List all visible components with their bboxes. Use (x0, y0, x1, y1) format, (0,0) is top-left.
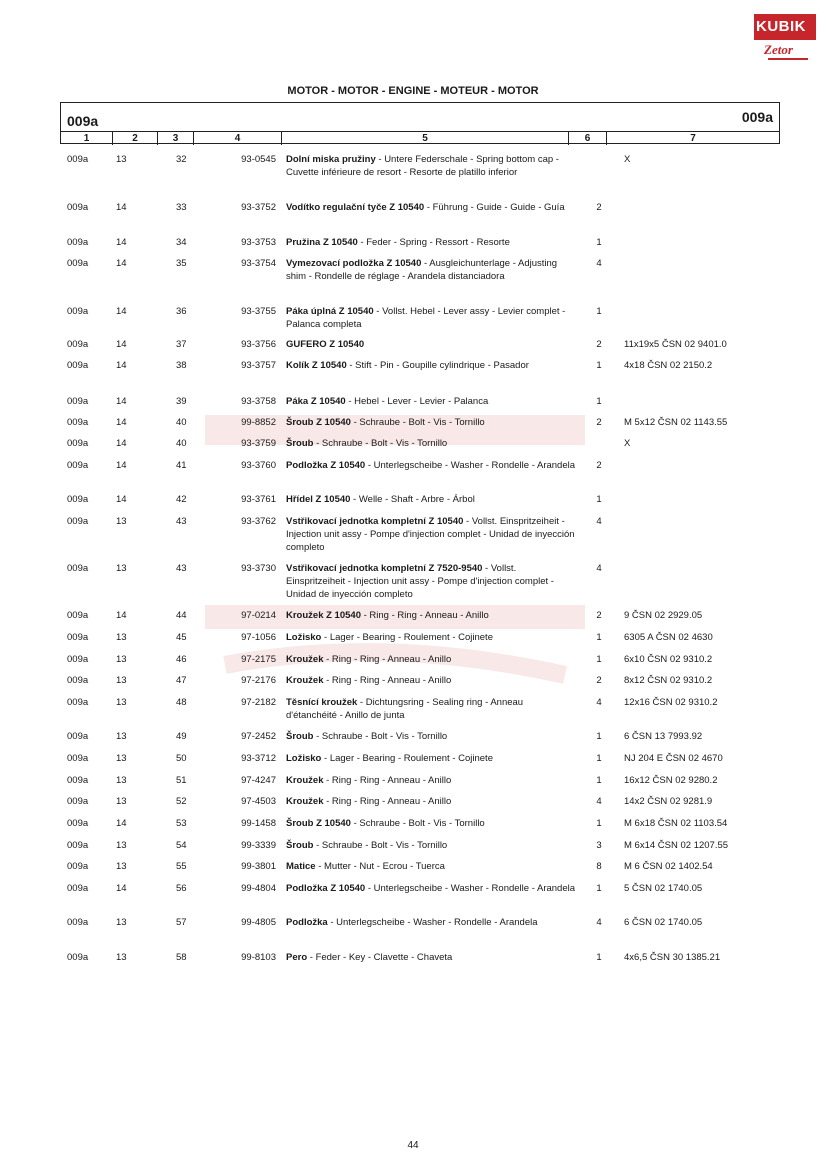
group-cell: 14 (116, 417, 127, 428)
page-number: 44 (407, 1140, 419, 1151)
description-translations: - Lager - Bearing - Roulement - Cojinete (321, 753, 493, 764)
group-cell: 13 (116, 731, 127, 742)
quantity-cell: 3 (596, 840, 602, 851)
description-cell (286, 359, 576, 372)
description-cell (286, 437, 576, 450)
part-number-cell: 93-3730 (241, 563, 276, 574)
group-cell: 14 (116, 883, 127, 894)
part-number-cell: 97-0214 (241, 610, 276, 621)
group-cell: 14 (116, 460, 127, 471)
description-name: Kolík Z 10540 (286, 360, 347, 371)
description-name: Hřídel Z 10540 (286, 494, 351, 505)
description-cell (286, 631, 576, 644)
quantity-cell: 2 (596, 417, 602, 428)
description-name: Kroužek (286, 796, 324, 807)
position-cell: 47 (176, 675, 187, 686)
norm-cell: M 5x12 ČSN 02 1143.55 (624, 417, 728, 428)
section-cell: 009a (67, 883, 89, 894)
position-cell: 41 (176, 460, 187, 471)
description-name: Podložka Z 10540 (286, 883, 366, 894)
norm-cell: 12x16 ČSN 02 9310.2 (624, 697, 718, 708)
group-cell: 13 (116, 654, 127, 665)
position-cell: 51 (176, 775, 187, 786)
part-number-cell: 93-0545 (241, 154, 276, 165)
logo-red-block (754, 14, 816, 40)
group-cell: 14 (116, 237, 127, 248)
description-name: Vstřikovací jednotka kompletní Z 10540 (286, 516, 464, 527)
description-cell (286, 882, 576, 895)
description-name: Vymezovací podložka Z 10540 (286, 258, 422, 269)
description-name: Páka Z 10540 (286, 396, 346, 407)
group-cell: 14 (116, 306, 127, 317)
section-code-right: 009a (741, 109, 773, 125)
group-cell: 13 (116, 952, 127, 963)
group-cell: 14 (116, 494, 127, 505)
description-name: Dolní miska pružiny (286, 154, 376, 165)
norm-cell: 6305 A ČSN 02 4630 (624, 632, 713, 643)
section-cell: 009a (67, 563, 89, 574)
norm-cell: 16x12 ČSN 02 9280.2 (624, 775, 718, 786)
group-cell: 13 (116, 775, 127, 786)
description-name: Matice (286, 861, 316, 872)
quantity-cell: 4 (596, 563, 602, 574)
section-cell: 009a (67, 417, 89, 428)
position-cell: 34 (176, 237, 187, 248)
position-cell: 48 (176, 697, 187, 708)
description-name: Šroub (286, 731, 314, 742)
description-translations: - Vollst. Einspritzeiheit - Injection unit assy - Pompe d'injection complet - Unidad de inyección completo (286, 516, 575, 553)
kubik-zetor-logo (754, 14, 816, 62)
section-cell: 009a (67, 917, 89, 928)
section-cell: 009a (67, 360, 89, 371)
description-translations: - Ausgleichunterlage - Adjusting shim - Rondelle de réglage - Arandela distanciadora (286, 258, 558, 282)
quantity-cell: 2 (596, 675, 602, 686)
part-number-cell: 97-4247 (241, 775, 276, 786)
description-cell (286, 153, 576, 179)
part-number-cell: 99-8103 (241, 952, 276, 963)
logo-top-text: KUBIK (756, 18, 806, 35)
description-name: Kroužek Z 10540 (286, 610, 361, 621)
group-cell: 13 (116, 632, 127, 643)
group-cell: 13 (116, 840, 127, 851)
part-number-cell: 99-4805 (241, 917, 276, 928)
part-number-cell: 99-4804 (241, 883, 276, 894)
quantity-cell: 1 (596, 396, 602, 407)
description-cell (286, 951, 576, 964)
norm-cell: M 6x14 ČSN 02 1207.55 (624, 840, 729, 851)
section-cell: 009a (67, 396, 89, 407)
part-number-cell: 93-3753 (241, 237, 276, 248)
part-number-cell: 99-8852 (241, 417, 276, 428)
description-translations: - Unterlegscheibe - Washer - Rondelle - Arandela (327, 917, 538, 928)
position-cell: 45 (176, 632, 187, 643)
description-translations: - Vollst. Einspritzeiheit - Injection unit assy - Pompe d'injection complet - Unidad de inyección completo (286, 563, 554, 600)
norm-cell: 4x6,5 ČSN 30 1385.21 (624, 952, 721, 963)
description-name: Podložka (286, 917, 328, 928)
description-name: Šroub (286, 840, 314, 851)
section-cell: 009a (67, 610, 89, 621)
description-cell (286, 916, 576, 929)
quantity-cell: 1 (596, 883, 602, 894)
position-cell: 49 (176, 731, 187, 742)
description-cell (286, 653, 576, 666)
group-cell: 13 (116, 753, 127, 764)
section-header-box (60, 102, 780, 144)
section-cell: 009a (67, 675, 89, 686)
part-number-cell: 93-3757 (241, 360, 276, 371)
description-translations: - Ring - Ring - Anneau - Anillo (323, 675, 452, 686)
position-cell: 36 (176, 306, 187, 317)
group-cell: 13 (116, 917, 127, 928)
norm-cell: 5 ČSN 02 1740.05 (624, 883, 703, 894)
position-cell: 57 (176, 917, 187, 928)
part-number-cell: 93-3758 (241, 396, 276, 407)
section-cell: 009a (67, 460, 89, 471)
section-cell: 009a (67, 861, 89, 872)
description-translations: - Vollst. Hebel - Lever assy - Levier complet - Palanca completa (286, 306, 566, 330)
column-header-row (61, 131, 779, 145)
position-cell: 42 (176, 494, 187, 505)
description-translations: - Welle - Shaft - Arbre - Árbol (350, 494, 475, 505)
norm-cell: NJ 204 E ČSN 02 4670 (624, 753, 723, 764)
description-translations: - Schraube - Bolt - Vis - Tornillo (313, 840, 448, 851)
description-cell (286, 674, 576, 687)
section-cell: 009a (67, 796, 89, 807)
description-translations: - Lager - Bearing - Roulement - Cojinete (321, 632, 493, 643)
quantity-cell: 2 (596, 460, 602, 471)
description-name: Kroužek (286, 654, 324, 665)
position-cell: 54 (176, 840, 187, 851)
description-cell (286, 236, 576, 249)
group-cell: 14 (116, 339, 127, 350)
position-cell: 38 (176, 360, 187, 371)
part-number-cell: 93-3759 (241, 438, 276, 449)
description-name: Pružina Z 10540 (286, 237, 358, 248)
description-cell (286, 860, 576, 873)
section-cell: 009a (67, 202, 89, 213)
norm-cell: 11x19x5 ČSN 02 9401.0 (624, 339, 727, 350)
description-cell (286, 752, 576, 765)
norm-cell: X (624, 154, 631, 165)
description-cell (286, 201, 576, 214)
quantity-cell: 2 (596, 202, 602, 213)
description-cell (286, 305, 576, 331)
quantity-cell: 1 (596, 237, 602, 248)
section-cell: 009a (67, 258, 89, 269)
description-translations: - Unterlegscheibe - Washer - Rondelle - Arandela (365, 460, 576, 471)
section-code-left: 009a (67, 113, 99, 129)
group-cell: 14 (116, 818, 127, 829)
quantity-cell: 1 (596, 306, 602, 317)
section-cell: 009a (67, 494, 89, 505)
group-cell: 14 (116, 360, 127, 371)
norm-cell: M 6 ČSN 02 1402.54 (624, 861, 713, 872)
group-cell: 13 (116, 563, 127, 574)
section-cell: 009a (67, 237, 89, 248)
section-cell: 009a (67, 306, 89, 317)
description-translations: - Ring - Ring - Anneau - Anillo (323, 775, 452, 786)
column-header: 5 (281, 132, 568, 145)
part-number-cell: 97-2182 (241, 697, 276, 708)
description-cell (286, 338, 576, 351)
description-name: Šroub (286, 438, 314, 449)
description-translations: - Schraube - Bolt - Vis - Tornillo (350, 417, 485, 428)
norm-cell: 8x12 ČSN 02 9310.2 (624, 675, 713, 686)
position-cell: 37 (176, 339, 187, 350)
section-cell: 009a (67, 438, 89, 449)
description-translations: - Feder - Key - Clavette - Chaveta (307, 952, 453, 963)
part-number-cell: 93-3761 (241, 494, 276, 505)
quantity-cell: 2 (596, 339, 602, 350)
description-name: Šroub Z 10540 (286, 417, 351, 428)
group-cell: 13 (116, 697, 127, 708)
description-translations: - Dichtungsring - Sealing ring - Anneau d'étanchéité - Anillo de junta (286, 697, 524, 721)
description-translations: - Schraube - Bolt - Vis - Tornillo (313, 731, 448, 742)
description-name: Šroub Z 10540 (286, 818, 351, 829)
section-cell: 009a (67, 154, 89, 165)
column-header: 3 (157, 132, 193, 145)
quantity-cell: 1 (596, 818, 602, 829)
group-cell: 13 (116, 516, 127, 527)
description-cell (286, 696, 576, 722)
quantity-cell: 1 (596, 632, 602, 643)
description-name: Pero (286, 952, 308, 963)
position-cell: 32 (176, 154, 187, 165)
description-name: Těsnící kroužek (286, 697, 358, 708)
quantity-cell: 1 (596, 654, 602, 665)
description-cell (286, 774, 576, 787)
position-cell: 33 (176, 202, 187, 213)
part-number-cell: 93-3754 (241, 258, 276, 269)
position-cell: 43 (176, 516, 187, 527)
section-cell: 009a (67, 339, 89, 350)
description-cell (286, 795, 576, 808)
logo-underline (768, 58, 808, 60)
description-name: GUFERO Z 10540 (286, 339, 365, 350)
position-cell: 46 (176, 654, 187, 665)
position-cell: 44 (176, 610, 187, 621)
description-translations: - Untere Federschale - Spring bottom cap - Cuvette inférieure de resort - Resorte de platillo inferior (286, 154, 559, 178)
norm-cell: 4x18 ČSN 02 2150.2 (624, 360, 713, 371)
description-translations: - Feder - Spring - Ressort - Resorte (357, 237, 510, 248)
group-cell: 14 (116, 438, 127, 449)
section-cell: 009a (67, 731, 89, 742)
column-header: 1 (83, 133, 90, 144)
description-translations: - Ring - Ring - Anneau - Anillo (323, 796, 452, 807)
part-number-cell: 97-2452 (241, 731, 276, 742)
part-number-cell: 97-1056 (241, 632, 276, 643)
position-cell: 43 (176, 563, 187, 574)
quantity-cell: 4 (596, 516, 602, 527)
norm-cell: M 6x18 ČSN 02 1103.54 (624, 818, 728, 829)
description-name: Ložisko (286, 753, 322, 764)
description-translations: - Unterlegscheibe - Washer - Rondelle - Arandela (365, 883, 576, 894)
section-cell: 009a (67, 654, 89, 665)
description-name: Kroužek (286, 675, 324, 686)
part-number-cell: 99-3801 (241, 861, 276, 872)
position-cell: 58 (176, 952, 187, 963)
position-cell: 52 (176, 796, 187, 807)
quantity-cell: 1 (596, 753, 602, 764)
group-cell: 14 (116, 610, 127, 621)
norm-cell: 6 ČSN 02 1740.05 (624, 917, 703, 928)
part-number-cell: 97-2176 (241, 675, 276, 686)
quantity-cell: 1 (596, 775, 602, 786)
section-cell: 009a (67, 632, 89, 643)
description-translations: - Ring - Ring - Anneau - Anillo (360, 610, 489, 621)
part-number-cell: 93-3752 (241, 202, 276, 213)
description-name: Vstřikovací jednotka kompletní Z 7520-9540 (286, 563, 483, 574)
group-cell: 13 (116, 154, 127, 165)
description-cell (286, 730, 576, 743)
position-cell: 40 (176, 417, 187, 428)
description-cell (286, 416, 576, 429)
group-cell: 13 (116, 796, 127, 807)
description-name: Ložisko (286, 632, 322, 643)
description-translations: - Stift - Pin - Goupille cylindrique - Pasador (346, 360, 529, 371)
description-cell (286, 459, 576, 472)
quantity-cell: 2 (596, 610, 602, 621)
description-cell (286, 609, 576, 622)
section-cell: 009a (67, 753, 89, 764)
description-cell (286, 257, 576, 283)
quantity-cell: 4 (596, 796, 602, 807)
position-cell: 56 (176, 883, 187, 894)
column-header: 7 (606, 132, 779, 145)
position-cell: 53 (176, 818, 187, 829)
section-cell: 009a (67, 840, 89, 851)
position-cell: 55 (176, 861, 187, 872)
norm-cell: 6 ČSN 13 7993.92 (624, 731, 703, 742)
group-cell: 13 (116, 861, 127, 872)
part-number-cell: 97-2175 (241, 654, 276, 665)
description-cell (286, 395, 576, 408)
norm-cell: X (624, 438, 631, 449)
description-cell (286, 839, 576, 852)
position-cell: 50 (176, 753, 187, 764)
section-cell: 009a (67, 818, 89, 829)
column-header: 6 (568, 132, 606, 145)
part-number-cell: 93-3712 (241, 753, 276, 764)
description-translations: - Führung - Guide - Guide - Guía (424, 202, 565, 213)
part-number-cell: 99-3339 (241, 840, 276, 851)
norm-cell: 9 ČSN 02 2929.05 (624, 610, 703, 621)
norm-cell: 6x10 ČSN 02 9310.2 (624, 654, 713, 665)
group-cell: 14 (116, 258, 127, 269)
position-cell: 40 (176, 438, 187, 449)
part-number-cell: 93-3762 (241, 516, 276, 527)
quantity-cell: 8 (596, 861, 602, 872)
section-cell: 009a (67, 952, 89, 963)
description-name: Páka úplná Z 10540 (286, 306, 374, 317)
column-header: 4 (193, 132, 281, 145)
section-cell: 009a (67, 516, 89, 527)
part-number-cell: 93-3760 (241, 460, 276, 471)
description-name: Kroužek (286, 775, 324, 786)
position-cell: 35 (176, 258, 187, 269)
group-cell: 14 (116, 202, 127, 213)
description-cell (286, 562, 576, 601)
quantity-cell: 1 (596, 494, 602, 505)
column-header: 2 (112, 132, 157, 145)
quantity-cell: 4 (596, 917, 602, 928)
position-cell: 39 (176, 396, 187, 407)
part-number-cell: 93-3756 (241, 339, 276, 350)
section-cell: 009a (67, 775, 89, 786)
group-cell: 13 (116, 675, 127, 686)
description-translations: - Schraube - Bolt - Vis - Tornillo (350, 818, 485, 829)
description-name: Vodítko regulační tyče Z 10540 (286, 202, 425, 213)
description-translations: - Ring - Ring - Anneau - Anillo (323, 654, 452, 665)
description-translations: - Hebel - Lever - Levier - Palanca (345, 396, 489, 407)
section-cell: 009a (67, 697, 89, 708)
description-cell (286, 493, 576, 506)
part-number-cell: 99-1458 (241, 818, 276, 829)
part-number-cell: 93-3755 (241, 306, 276, 317)
part-number-cell: 97-4503 (241, 796, 276, 807)
description-translations: - Mutter - Nut - Ecrou - Tuerca (315, 861, 445, 872)
description-cell (286, 817, 576, 830)
quantity-cell: 1 (596, 731, 602, 742)
description-translations: - Schraube - Bolt - Vis - Tornillo (313, 438, 448, 449)
quantity-cell: 4 (596, 258, 602, 269)
quantity-cell: 4 (596, 697, 602, 708)
page-title: MOTOR - MOTOR - ENGINE - MOTEUR - MOTOR (287, 85, 539, 97)
logo-bottom-text: Zetor (764, 42, 793, 57)
norm-cell: 14x2 ČSN 02 9281.9 (624, 796, 713, 807)
description-cell (286, 515, 576, 554)
group-cell: 14 (116, 396, 127, 407)
description-name: Podložka Z 10540 (286, 460, 366, 471)
quantity-cell: 1 (596, 952, 602, 963)
quantity-cell: 1 (596, 360, 602, 371)
